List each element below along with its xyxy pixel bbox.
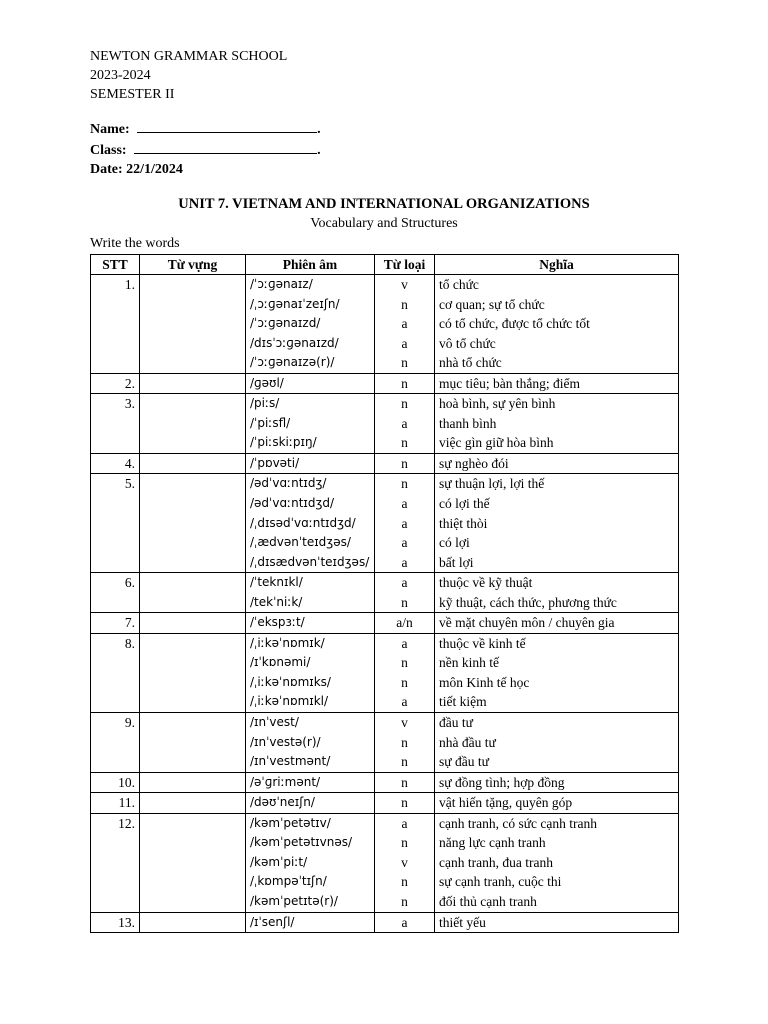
word-input-line[interactable]	[144, 514, 241, 534]
part-of-speech: a	[401, 575, 408, 591]
part-of-speech: n	[401, 754, 408, 770]
meaning: môn Kinh tế học	[439, 674, 530, 690]
part-of-speech: n	[401, 435, 408, 451]
meaning: sự đầu tư	[439, 754, 489, 770]
stt-number: 12.	[118, 815, 135, 831]
stt-cell	[91, 453, 140, 474]
pronunciation: /kəmˈpetətɪvnəs/	[250, 835, 352, 850]
part-of-speech: v	[401, 854, 408, 870]
table-row	[91, 793, 679, 814]
pronunciation: /ɡəʊl/	[250, 375, 284, 390]
stt-number: 13.	[118, 914, 135, 930]
student-info	[90, 119, 321, 180]
stt-number: 2.	[124, 375, 135, 391]
word-input-line[interactable]	[144, 634, 241, 654]
pronunciation-cell	[246, 772, 375, 793]
word-input-line[interactable]	[144, 692, 241, 712]
pronunciation: /ˈɔːɡənaɪz/	[250, 277, 313, 291]
meaning-cell	[435, 394, 679, 454]
meaning: năng lực cạnh tranh	[439, 835, 546, 851]
part-of-speech: a	[401, 415, 408, 431]
instruction: Write the words	[90, 236, 180, 251]
part-of-speech: n	[401, 355, 408, 371]
part-of-speech-cell	[375, 394, 435, 454]
stt-cell	[91, 793, 140, 814]
meaning-cell	[435, 275, 679, 374]
meaning: thuộc về kinh tế	[439, 635, 526, 651]
part-of-speech: a	[401, 635, 408, 651]
table-row	[91, 474, 679, 573]
stt-cell	[91, 633, 140, 712]
meaning-cell	[435, 613, 679, 634]
unit-subtitle: Vocabulary and Structures	[310, 216, 458, 231]
meaning: tổ chức	[439, 277, 479, 292]
pronunciation-cell	[246, 713, 375, 773]
part-of-speech: n	[401, 893, 408, 909]
meaning-cell	[435, 793, 679, 814]
pronunciation: /ˈpiːskiːpɪŋ/	[250, 435, 317, 450]
unit-title: UNIT 7. VIETNAM AND INTERNATIONAL ORGANIZATIONS	[178, 196, 590, 212]
part-of-speech: a	[401, 694, 408, 710]
stt-number: 11.	[118, 795, 135, 811]
class-label: Class:	[90, 142, 127, 158]
part-of-speech: n	[401, 375, 408, 391]
class-end-mark: .	[317, 142, 321, 158]
part-of-speech-cell	[375, 793, 435, 814]
pronunciation: /ˈpiːsfl/	[250, 415, 291, 430]
meaning: sự đồng tình; hợp đồng	[439, 774, 565, 790]
word-input-line[interactable]	[144, 613, 241, 633]
pronunciation-cell	[246, 912, 375, 933]
table-row	[91, 813, 679, 912]
part-of-speech: n	[401, 655, 408, 671]
meaning-cell	[435, 713, 679, 773]
pronunciation: /ˌɔːɡənaɪˈzeɪʃn/	[250, 296, 340, 311]
pronunciation-cell	[246, 275, 375, 374]
stt-number: 5.	[124, 476, 135, 492]
part-of-speech-cell	[375, 772, 435, 793]
table-row	[91, 613, 679, 634]
word-input-line[interactable]	[144, 374, 241, 394]
stt-cell	[91, 573, 140, 613]
word-blank-cell[interactable]	[140, 793, 246, 814]
meaning: đầu tư	[439, 715, 473, 731]
pronunciation: /kəmˈpetətɪv/	[250, 815, 331, 830]
word-input-line[interactable]	[144, 494, 241, 514]
pronunciation: /ˈɔːɡənaɪzd/	[250, 316, 321, 331]
date-label: Date: 22/1/2024	[90, 162, 183, 177]
part-of-speech-cell	[375, 813, 435, 912]
pronunciation: /ədˈvɑːntɪdʒd/	[250, 496, 335, 511]
school-name: NEWTON GRAMMAR SCHOOL	[90, 49, 288, 64]
word-input-line[interactable]	[144, 713, 241, 733]
table-header-row	[91, 255, 679, 275]
stt-number: 9.	[124, 715, 135, 731]
part-of-speech-cell	[375, 613, 435, 634]
word-input-line[interactable]	[144, 433, 241, 453]
pronunciation: /ˌkɒmpəˈtɪʃn/	[250, 874, 327, 889]
meaning: vật hiến tặng, quyên góp	[439, 795, 573, 811]
part-of-speech: n	[401, 835, 408, 851]
word-input-line[interactable]	[144, 653, 241, 673]
pronunciation-cell	[246, 793, 375, 814]
name-blank[interactable]	[137, 119, 317, 133]
pronunciation-cell	[246, 474, 375, 573]
pronunciation: /ɪnˈvestə(r)/	[250, 734, 321, 749]
stt-cell	[91, 373, 140, 394]
word-blank-cell[interactable]	[140, 453, 246, 474]
pronunciation: /ˈteknɪkl/	[250, 575, 303, 590]
meaning-cell	[435, 573, 679, 613]
pronunciation-cell	[246, 394, 375, 454]
stt-cell	[91, 912, 140, 933]
meaning: bất lợi	[439, 554, 474, 570]
meaning: vô tổ chức	[439, 335, 496, 351]
pronunciation-cell	[246, 633, 375, 712]
class-blank[interactable]	[134, 140, 317, 154]
table-row	[91, 373, 679, 394]
meaning: nhà tổ chức	[439, 355, 502, 371]
stt-number: 8.	[124, 635, 135, 651]
part-of-speech: n	[401, 396, 408, 412]
part-of-speech: a	[401, 535, 408, 551]
meaning: về mặt chuyên môn / chuyên gia	[439, 615, 615, 631]
pronunciation: /ˌiːkəˈnɒmɪks/	[250, 674, 331, 689]
meaning: nhà đầu tư	[439, 734, 496, 750]
pronunciation-cell	[246, 373, 375, 394]
meaning: cạnh tranh, đua tranh	[439, 854, 553, 870]
table-row	[91, 394, 679, 454]
stt-cell	[91, 474, 140, 573]
part-of-speech-cell	[375, 474, 435, 573]
part-of-speech: n	[401, 795, 408, 811]
word-input-line[interactable]	[144, 474, 241, 494]
stt-cell	[91, 613, 140, 634]
meaning: có tổ chức, được tổ chức tốt	[439, 316, 590, 332]
name-label: Name:	[90, 122, 130, 137]
word-blank-cell[interactable]	[140, 813, 246, 912]
pronunciation-cell	[246, 453, 375, 474]
stt-number: 1.	[124, 277, 135, 292]
document-header	[90, 47, 287, 104]
pronunciation: /ədˈvɑːntɪdʒ/	[250, 476, 327, 491]
stt-cell	[91, 394, 140, 454]
word-input-line[interactable]	[144, 872, 241, 892]
word-blank-cell[interactable]	[140, 772, 246, 793]
word-input-line[interactable]	[144, 353, 241, 373]
meaning: thiệt thòi	[439, 515, 488, 531]
pronunciation: /piːs/	[250, 396, 280, 411]
pronunciation: /ˈekspɜːt/	[250, 615, 305, 630]
word-input-line[interactable]	[144, 275, 241, 295]
stt-cell	[91, 275, 140, 374]
part-of-speech-cell	[375, 912, 435, 933]
semester: SEMESTER II	[90, 87, 175, 102]
word-input-line[interactable]	[144, 793, 241, 813]
meaning: thiết yếu	[439, 914, 486, 930]
word-input-line[interactable]	[144, 553, 241, 573]
stt-number: 3.	[124, 396, 135, 412]
date-row	[90, 160, 321, 180]
word-input-line[interactable]	[144, 334, 241, 354]
header-pronunciation: Phiên âm	[246, 255, 375, 275]
header-stt: STT	[91, 255, 140, 275]
table-row	[91, 713, 679, 773]
word-blank-cell[interactable]	[140, 912, 246, 933]
word-blank-cell[interactable]	[140, 373, 246, 394]
meaning: sự nghèo đói	[439, 455, 509, 471]
stt-cell	[91, 772, 140, 793]
meaning: thuộc về kỹ thuật	[439, 575, 533, 591]
part-of-speech: a	[401, 914, 408, 930]
pronunciation: /əˈɡriːmənt/	[250, 774, 321, 789]
part-of-speech: n	[401, 296, 408, 312]
meaning: cạnh tranh, có sức cạnh tranh	[439, 815, 597, 831]
header-meaning: Nghĩa	[435, 255, 679, 275]
stt-number: 7.	[124, 615, 135, 631]
meaning: hoà bình, sự yên bình	[439, 396, 556, 412]
header-part-of-speech: Từ loại	[375, 255, 435, 275]
part-of-speech: n	[401, 594, 408, 610]
part-of-speech: n	[401, 455, 408, 471]
table-row	[91, 453, 679, 474]
word-input-line[interactable]	[144, 593, 241, 613]
pronunciation-cell	[246, 613, 375, 634]
pronunciation: /ˌædvənˈteɪdʒəs/	[250, 535, 351, 550]
meaning: thanh bình	[439, 415, 497, 431]
part-of-speech-cell	[375, 713, 435, 773]
pronunciation: /dɪsˈɔːɡənaɪzd/	[250, 335, 339, 350]
pronunciation: /tekˈniːk/	[250, 594, 303, 609]
name-end-mark: .	[317, 122, 321, 137]
pronunciation: /kəmˈpiːt/	[250, 854, 308, 869]
word-input-line[interactable]	[144, 394, 241, 414]
class-row	[90, 140, 321, 161]
part-of-speech: a	[401, 515, 408, 531]
meaning-cell	[435, 633, 679, 712]
word-blank-cell[interactable]	[140, 633, 246, 712]
pronunciation: /ˈpɒvəti/	[250, 455, 300, 470]
word-blank-cell[interactable]	[140, 394, 246, 454]
part-of-speech: a/n	[396, 615, 413, 631]
pronunciation: /ɪnˈvestmənt/	[250, 754, 331, 769]
stt-number: 6.	[124, 575, 135, 591]
meaning: có lợi	[439, 535, 470, 551]
part-of-speech: n	[401, 774, 408, 790]
word-blank-cell[interactable]	[140, 713, 246, 773]
part-of-speech: n	[401, 674, 408, 690]
part-of-speech: n	[401, 874, 408, 890]
word-input-line[interactable]	[144, 833, 241, 853]
word-input-line[interactable]	[144, 314, 241, 334]
pronunciation: /ˌdɪsədˈvɑːntɪdʒd/	[250, 515, 356, 530]
meaning: sự cạnh tranh, cuộc thi	[439, 874, 562, 890]
stt-number: 4.	[124, 455, 135, 471]
table-row	[91, 633, 679, 712]
pronunciation: /ˌiːkəˈnɒmɪk/	[250, 635, 325, 650]
meaning-cell	[435, 373, 679, 394]
pronunciation: /dəʊˈneɪʃn/	[250, 795, 315, 810]
pronunciation: /ɪˈsenʃl/	[250, 914, 295, 929]
part-of-speech: v	[401, 715, 408, 731]
word-input-line[interactable]	[144, 892, 241, 912]
stt-cell	[91, 813, 140, 912]
stt-number: 10.	[118, 774, 135, 790]
meaning: việc gìn giữ hòa bình	[439, 435, 554, 451]
meaning: nền kinh tế	[439, 655, 499, 671]
pronunciation: /ˌiːkəˈnɒmɪkl/	[250, 694, 329, 709]
header-word: Từ vựng	[140, 255, 246, 275]
stt-cell	[91, 713, 140, 773]
part-of-speech: a	[401, 335, 408, 351]
meaning-cell	[435, 474, 679, 573]
part-of-speech-cell	[375, 453, 435, 474]
word-input-line[interactable]	[144, 853, 241, 873]
word-input-line[interactable]	[144, 752, 241, 772]
pronunciation-cell	[246, 813, 375, 912]
part-of-speech: a	[401, 815, 408, 831]
table-body	[91, 275, 679, 933]
part-of-speech: a	[401, 496, 408, 512]
table-row	[91, 912, 679, 933]
word-blank-cell[interactable]	[140, 613, 246, 634]
meaning-cell	[435, 772, 679, 793]
pronunciation: /kəmˈpetɪtə(r)/	[250, 893, 338, 908]
pronunciation: /ɪnˈvest/	[250, 715, 299, 730]
school-year: 2023-2024	[90, 68, 151, 83]
meaning: tiết kiệm	[439, 694, 487, 710]
name-row	[90, 119, 321, 140]
part-of-speech: v	[401, 277, 408, 292]
word-input-line[interactable]	[144, 733, 241, 753]
word-input-line[interactable]	[144, 295, 241, 315]
meaning-cell	[435, 912, 679, 933]
word-input-line[interactable]	[144, 414, 241, 434]
word-input-line[interactable]	[144, 913, 241, 933]
meaning: có lợi thế	[439, 496, 490, 512]
part-of-speech: a	[401, 316, 408, 332]
part-of-speech-cell	[375, 573, 435, 613]
meaning: mục tiêu; bàn thắng; điểm	[439, 375, 580, 391]
word-blank-cell[interactable]	[140, 573, 246, 613]
meaning: cơ quan; sự tổ chức	[439, 296, 545, 312]
pronunciation: /ɪˈkɒnəmi/	[250, 655, 311, 670]
word-blank-cell[interactable]	[140, 474, 246, 573]
meaning: đối thủ cạnh tranh	[439, 893, 537, 909]
table-row	[91, 772, 679, 793]
word-input-line[interactable]	[144, 673, 241, 693]
meaning-cell	[435, 453, 679, 474]
word-input-line[interactable]	[144, 773, 241, 793]
meaning: kỹ thuật, cách thức, phương thức	[439, 594, 617, 610]
table-row	[91, 275, 679, 374]
word-input-line[interactable]	[144, 573, 241, 593]
part-of-speech-cell	[375, 633, 435, 712]
pronunciation-cell	[246, 573, 375, 613]
word-input-line[interactable]	[144, 814, 241, 834]
part-of-speech: n	[401, 734, 408, 750]
pronunciation: /ˌdɪsædvənˈteɪdʒəs/	[250, 554, 370, 569]
meaning-cell	[435, 813, 679, 912]
part-of-speech-cell	[375, 373, 435, 394]
vocabulary-table	[90, 254, 679, 933]
meaning: sự thuận lợi, lợi thế	[439, 476, 545, 492]
part-of-speech: a	[401, 554, 408, 570]
table-row	[91, 573, 679, 613]
part-of-speech: n	[401, 476, 408, 492]
word-input-line[interactable]	[144, 454, 241, 474]
part-of-speech-cell	[375, 275, 435, 374]
word-input-line[interactable]	[144, 533, 241, 553]
word-blank-cell[interactable]	[140, 275, 246, 374]
pronunciation: /ˈɔːɡənaɪzə(r)/	[250, 355, 335, 370]
